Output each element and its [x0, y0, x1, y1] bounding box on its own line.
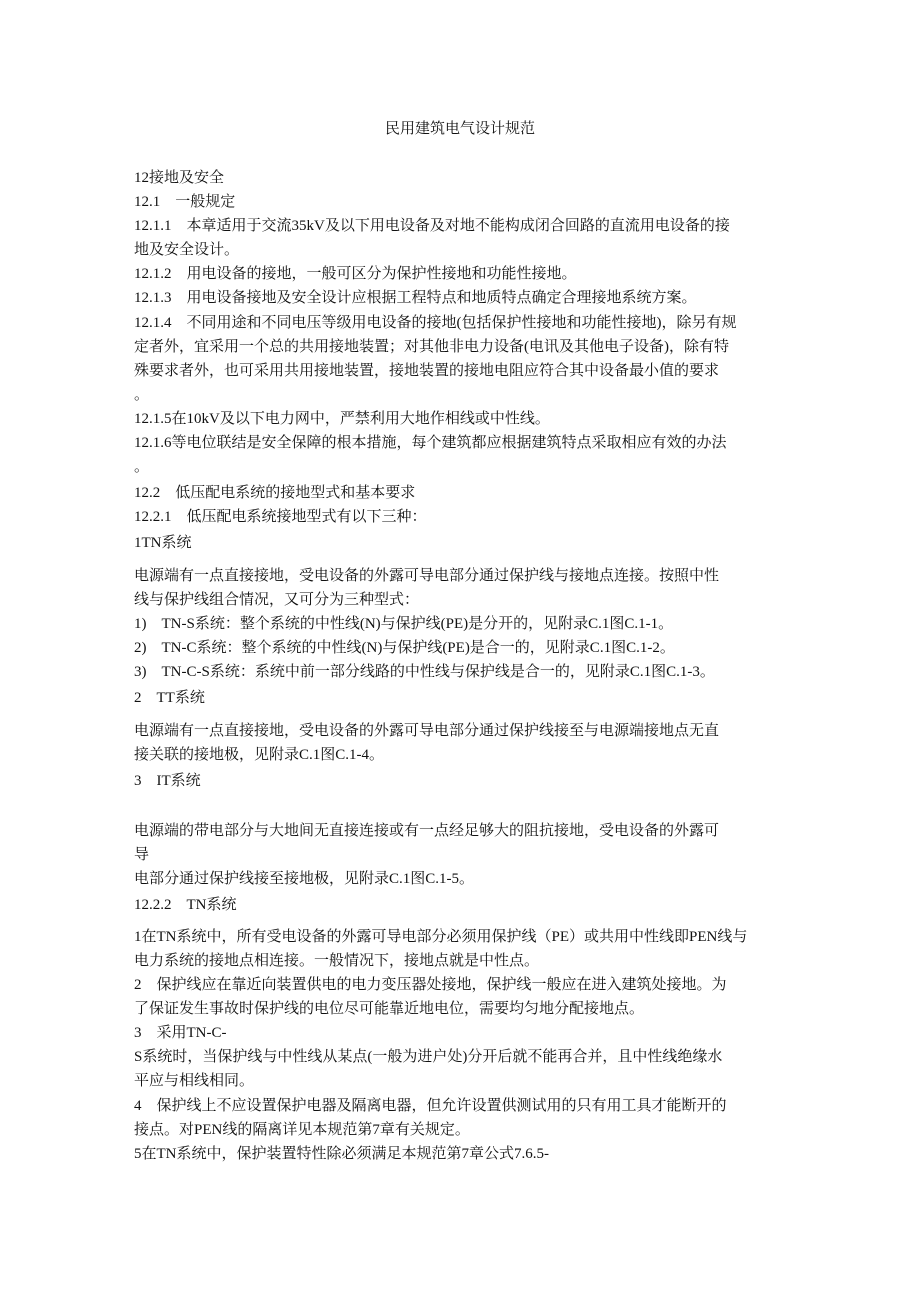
paragraph-line: 3 采用TN-C- — [134, 1025, 227, 1041]
paragraph-line: 地及安全设计。 — [134, 242, 240, 258]
subsection-heading: 2 TT系统 — [134, 690, 205, 706]
paragraph-line: 电源端有一点直接接地，受电设备的外露可导电部分通过保护线接至与电源端接地点无直 — [134, 723, 720, 739]
paragraph-line: 电源端的带电部分与大地间无直接连接或有一点经足够大的阻抗接地，受电设备的外露可 — [134, 823, 720, 839]
paragraph-line: S系统时，当保护线与中性线从某点(一般为进户处)分开后就不能再合并，且中性线绝缘水 — [134, 1049, 723, 1065]
paragraph-line: 1在TN系统中，所有受电设备的外露可导电部分必须用保护线（PE）或共用中性线即PEN线与 — [134, 929, 748, 945]
section-heading: 12.2 低压配电系统的接地型式和基本要求 — [134, 485, 416, 501]
paragraph-line: 了保证发生事故时保护线的电位尽可能靠近地电位，需要均匀地分配接地点。 — [134, 1001, 645, 1017]
paragraph-line: 4 保护线上不应设置保护电器及隔离电器，但允许设置供测试用的只有用工具才能断开的 — [134, 1098, 727, 1114]
paragraph-line: 接点。对PEN线的隔离详见本规范第7章有关规定。 — [134, 1122, 470, 1138]
section-heading: 12接地及安全 — [134, 170, 225, 186]
paragraph-line: 。 — [134, 387, 150, 403]
paragraph-line: 平应与相线相同。 — [134, 1073, 255, 1089]
section-heading: 12.1 一般规定 — [134, 194, 236, 210]
paragraph-line: 12.1.2 用电设备的接地，一般可区分为保护性接地和功能性接地。 — [134, 266, 577, 282]
subsection-heading: 1TN系统 — [134, 535, 192, 551]
paragraph-line: 12.1.6等电位联结是安全保障的根本措施，每个建筑都应根据建筑特点采取相应有效的办法 — [134, 435, 727, 451]
list-item: 2) TN-C系统：整个系统的中性线(N)与保护线(PE)是合一的，见附录C.1图C.1-2。 — [134, 640, 675, 656]
paragraph-line: 定者外，宜采用一个总的共用接地装置；对其他非电力设备(电讯及其他电子设备)，除有特 — [134, 339, 729, 355]
list-item: 3) TN-C-S系统：系统中前一部分线路的中性线与保护线是合一的，见附录C.1图C.1-3。 — [134, 664, 715, 680]
paragraph-line: 12.1.4 不同用途和不同电压等级用电设备的接地(包括保护性接地和功能性接地)，除另有规 — [134, 315, 737, 331]
paragraph-line: 5在TN系统中，保护装置特性除必须满足本规范第7章公式7.6.5- — [134, 1146, 549, 1162]
paragraph-line: 电部分通过保护线接至接地极，见附录C.1图C.1-5。 — [134, 871, 475, 887]
paragraph-line: 电源端有一点直接接地，受电设备的外露可导电部分通过保护线与接地点连接。按照中性 — [134, 568, 720, 584]
paragraph-line: 12.1.1 本章适用于交流35kV及以下用电设备及对地不能构成闭合回路的直流用电设备的接 — [134, 218, 730, 234]
paragraph-line: 12.1.5在10kV及以下电力网中，严禁利用大地作相线或中性线。 — [134, 411, 550, 427]
paragraph-line: 12.2.1 低压配电系统接地型式有以下三种： — [134, 509, 427, 525]
document-title: 民用建筑电气设计规范 — [384, 121, 535, 137]
paragraph-line: 电力系统的接地点相连接。一般情况下，接地点就是中性点。 — [134, 953, 540, 969]
paragraph-line: 导 — [134, 847, 150, 863]
paragraph-line: 2 保护线应在靠近向装置供电的电力变压器处接地，保护线一般应在进入建筑处接地。为 — [134, 977, 727, 993]
paragraph-line: 线与保护线组合情况，又可分为三种型式： — [134, 592, 420, 608]
paragraph-line: 接关联的接地极，见附录C.1图C.1-4。 — [134, 747, 385, 763]
section-heading: 12.2.2 TN系统 — [134, 897, 237, 913]
paragraph-line: 殊要求者外，也可采用共用接地装置，接地装置的接地电阻应符合其中设备最小值的要求 — [134, 363, 720, 379]
list-item: 1) TN-S系统：整个系统的中性线(N)与保护线(PE)是分开的，见附录C.1图C.1-1。 — [134, 616, 674, 632]
subsection-heading: 3 IT系统 — [134, 773, 201, 789]
paragraph-line: 。 — [134, 459, 150, 475]
paragraph-line: 12.1.3 用电设备接地及安全设计应根据工程特点和地质特点确定合理接地系统方案。 — [134, 290, 697, 306]
